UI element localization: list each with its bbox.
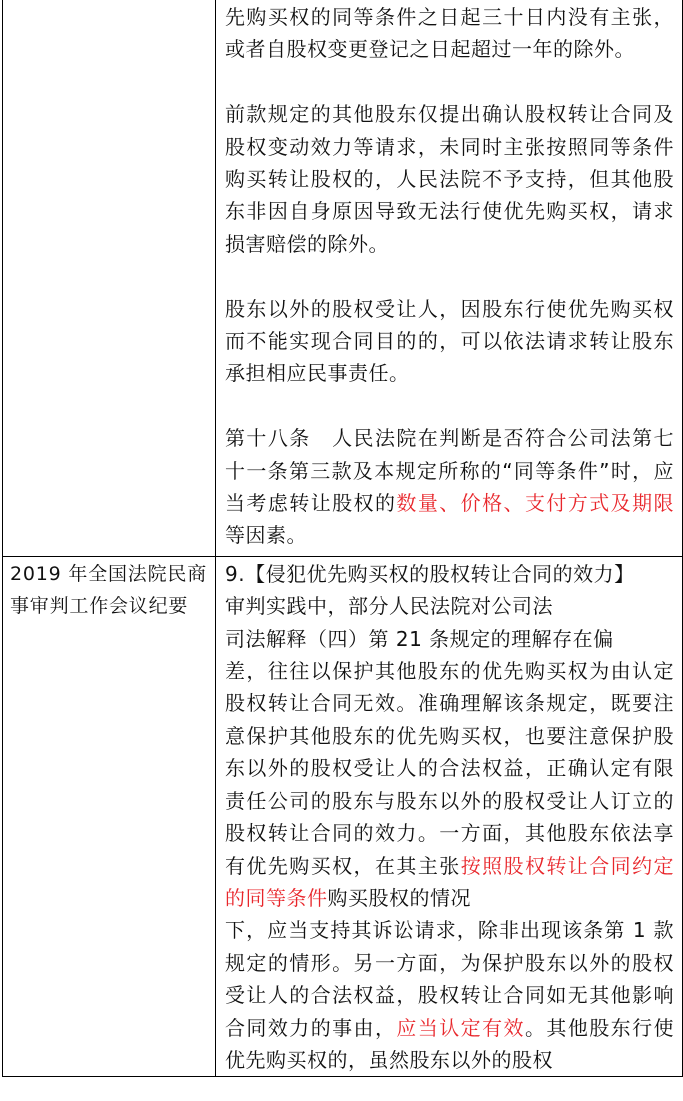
table-cell-source bbox=[3, 0, 216, 556]
table-cell-content bbox=[216, 0, 683, 556]
paragraph-text bbox=[225, 98, 674, 260]
table-row bbox=[3, 0, 683, 556]
source-label: 2019 年全国法院民商事审判工作会议纪要 bbox=[10, 562, 207, 618]
text-segment: 。其他股东行使优先购买权的，虽然股东以外的股权 bbox=[225, 1015, 675, 1072]
paragraph-text bbox=[225, 422, 674, 552]
paragraph-text bbox=[225, 293, 674, 390]
paragraph-gap bbox=[225, 66, 674, 98]
text-segment: 购买股权的情况 bbox=[327, 885, 471, 910]
highlighted-text: 按照股权转让合同约定的同等条件 bbox=[225, 853, 675, 910]
paragraph-line: 审判实践中，部分人民法院对公司法 bbox=[225, 594, 553, 619]
table-cell-content bbox=[216, 556, 683, 1077]
paragraph-text bbox=[225, 1, 674, 66]
paragraph-gap bbox=[225, 260, 674, 292]
text-segment: 前款规定的其他股东仅提出确认股权转让合同及股权变动效力等请求，未同时主张按照同等条件购买转让股权的，人民法院不予支持，但其他股东非因自身原因导致无法行使优先购买权，请求损害赔偿的除外。 bbox=[225, 102, 674, 256]
text-segment: 差，往往以保护其他股东的优先购买权为由认定股权转让合同无效。准确理解该条规定，既要注意保护其他股东的优先购买权，也要注意保护股东以外的股权受让人的合法权益，正确认定有限责任公司的股东与股东以外的股权受让人订立的股权转让合同的效力。一方面，其他股东依法享有优先购买权，在其主张 bbox=[225, 659, 674, 878]
row1-content bbox=[216, 0, 682, 556]
paragraph-text bbox=[225, 914, 674, 1076]
table-cell-source bbox=[3, 556, 216, 1077]
paragraph-gap bbox=[225, 390, 674, 422]
article-heading: 9.【侵犯优先购买权的股权转让合同的效力】 bbox=[225, 561, 635, 586]
highlighted-text: 数量、价格、支付方式及期限 bbox=[396, 491, 675, 516]
text-segment: 股东以外的股权受让人，因股东行使优先购买权而不能实现合同目的的，可以依法请求转让股东承担相应民事责任。 bbox=[225, 296, 674, 386]
text-segment: 下，应当支持其诉讼请求，除非出现该条第 1 款规定的情形。另一方面，为保护股东以外的股权受让人的合法权益，股权转让合同如无其他影响合同效力的事由， bbox=[225, 918, 674, 1040]
text-segment: 先购买权的同等条件之日起三十日内没有主张，或者自股权变更登记之日起超过一年的除外。 bbox=[225, 5, 674, 62]
text-segment: 第十八条 人民法院在判断是否符合公司法第七十一条第三款及本规定所称的“同等条件”时，应当考虑转让股权的 bbox=[225, 426, 674, 516]
comparison-table bbox=[2, 0, 683, 1077]
text-segment: 等因素。 bbox=[225, 523, 307, 548]
table-row bbox=[3, 556, 683, 1077]
highlighted-text: 应当认定有效 bbox=[396, 1015, 525, 1040]
row2-content bbox=[216, 557, 682, 1077]
paragraph-text bbox=[225, 655, 674, 914]
paragraph-line: 司法解释（四）第 21 条规定的理解存在偏 bbox=[225, 626, 614, 651]
